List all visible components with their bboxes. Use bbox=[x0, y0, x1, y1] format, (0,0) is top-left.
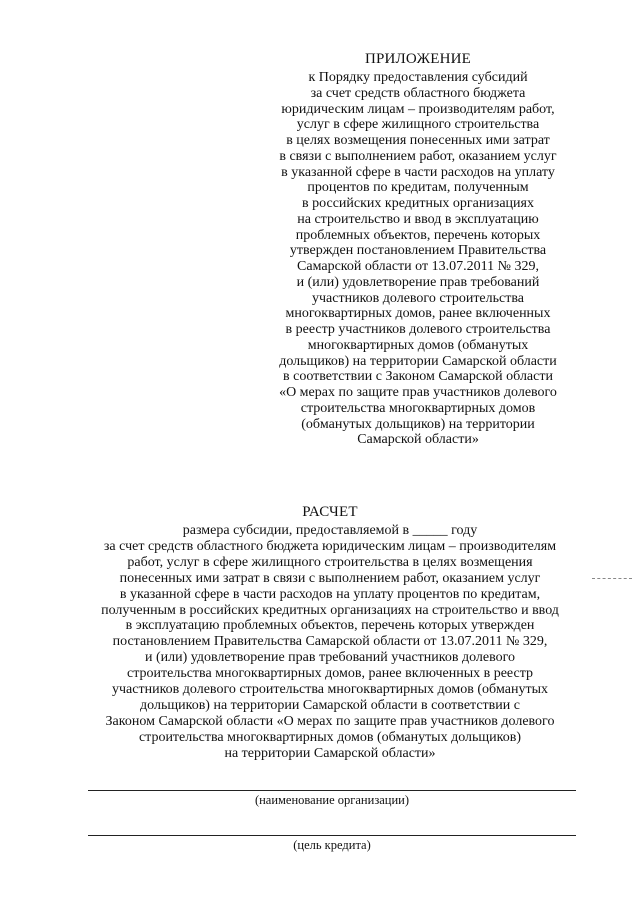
calculation-block bbox=[80, 504, 580, 762]
appendix-line: в соответствии с Законом Самарской области bbox=[283, 369, 553, 385]
calculation-line: понесенных ими затрат в связи с выполнением работ, оказанием услуг bbox=[119, 570, 541, 586]
appendix-line: в связи с выполнением работ, оказанием услуг bbox=[279, 148, 557, 164]
calculation-line: полученным в российских кредитных организациях на строительство и ввод bbox=[101, 602, 559, 618]
appendix-line: (обманутых дольщиков) на территории bbox=[301, 416, 535, 432]
calculation-line: на территории Самарской области» bbox=[224, 745, 436, 761]
appendix-line: в указанной сфере в части расходов на уплату bbox=[281, 164, 555, 180]
appendix-line: строительства многоквартирных домов bbox=[300, 400, 536, 416]
appendix-line: за счет средств областного бюджета bbox=[310, 85, 526, 101]
scan-artifact-divider bbox=[592, 578, 632, 581]
calculation-line: Законом Самарской области «О мерах по защите прав участников долевого bbox=[105, 713, 555, 729]
organization-name-caption: (наименование организации) bbox=[254, 793, 410, 807]
appendix-line: в реестр участников долевого строительства bbox=[285, 322, 551, 337]
calculation-line: и (или) удовлетворение прав требований участников долевого bbox=[144, 650, 516, 666]
organization-name-line bbox=[88, 790, 576, 791]
calculation-line: строительства многоквартирных домов (обманутых дольщиков) bbox=[138, 729, 522, 745]
calculation-line: постановлением Правительства Самарской области от 13.07.2011 № 329, bbox=[112, 634, 548, 650]
calculation-line: в указанной сфере в части расходов на уплату процентов по кредитам, bbox=[119, 586, 541, 602]
calculation-line: работ, услуг в сфере жилищного строительства в целях возмещения bbox=[127, 554, 533, 570]
calculation-title: РАСЧЕТ bbox=[302, 504, 358, 520]
appendix-line: многоквартирных домов (обманутых bbox=[307, 337, 529, 353]
appendix-line: в целях возмещения понесенных ими затрат bbox=[286, 133, 550, 148]
appendix-line: к Порядку предоставления субсидий bbox=[308, 70, 528, 85]
calculation-line: размера субсидии, предоставляемой в _____ году bbox=[182, 523, 478, 538]
appendix-line: услуг в сфере жилищного строительства bbox=[296, 117, 540, 133]
calculation-line: строительства многоквартирных домов, ранее включенных в реестр bbox=[127, 666, 533, 682]
appendix-line: «О мерах по защите прав участников долевого bbox=[279, 385, 557, 400]
calculation-line: в эксплуатацию проблемных объектов, перечень которых утвержден bbox=[125, 618, 535, 634]
appendix-line: и (или) удовлетворение прав требований bbox=[296, 274, 540, 290]
appendix-line: процентов по кредитам, полученным bbox=[307, 180, 529, 196]
appendix-line: проблемных объектов, перечень которых bbox=[295, 227, 541, 243]
appendix-line: юридическим лицам – производителям работ, bbox=[281, 101, 555, 117]
credit-purpose-line bbox=[88, 835, 576, 836]
appendix-line: Самарской области» bbox=[357, 432, 479, 448]
appendix-line: дольщиков) на территории Самарской области bbox=[279, 353, 557, 369]
appendix-title: ПРИЛОЖЕНИЕ bbox=[364, 51, 472, 67]
appendix-line: на строительство и ввод в эксплуатацию bbox=[297, 211, 539, 227]
calculation-line: дольщиков) на территории Самарской области в соответствии с bbox=[140, 697, 520, 713]
appendix-line: Самарской области от 13.07.2011 № 329, bbox=[297, 259, 539, 274]
appendix-line: утвержден постановлением Правительства bbox=[289, 243, 547, 259]
credit-purpose-caption: (цель кредита) bbox=[293, 838, 371, 852]
appendix-block bbox=[262, 50, 574, 448]
calculation-line: за счет средств областного бюджета юридическим лицам – производителям bbox=[103, 538, 557, 554]
appendix-line: многоквартирных домов, ранее включенных bbox=[285, 306, 551, 322]
appendix-line: в российских кредитных организациях bbox=[302, 196, 534, 211]
calculation-line: участников долевого строительства многоквартирных домов (обманутых bbox=[112, 682, 548, 698]
appendix-line: участников долевого строительства bbox=[312, 290, 524, 306]
